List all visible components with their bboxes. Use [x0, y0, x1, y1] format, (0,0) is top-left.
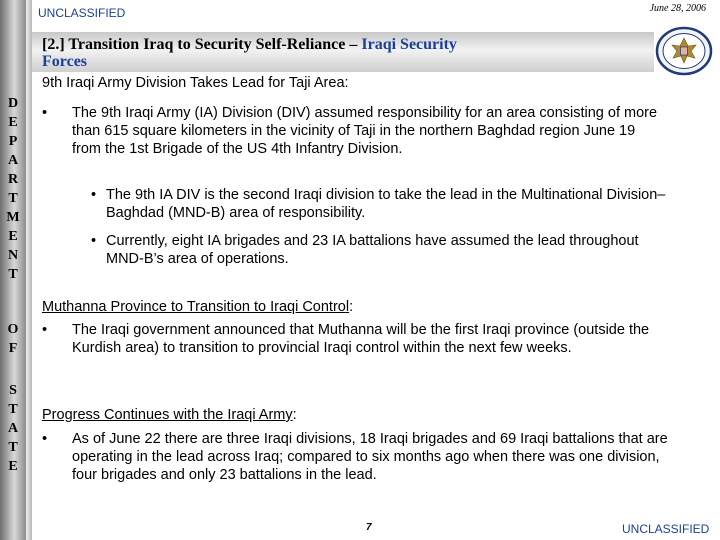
section-heading: [42, 74, 682, 92]
sidebar-letter: T: [8, 440, 18, 455]
title-text-highlight: Iraqi Security: [361, 36, 457, 53]
bullet-icon: •: [91, 187, 97, 203]
sidebar-letter: E: [8, 459, 18, 474]
sidebar-letter: S: [9, 383, 17, 398]
title-text-line2: Forces: [42, 53, 88, 70]
sidebar-letter: E: [8, 229, 18, 244]
bullet-text: As of June 22 there are three Iraqi divisions, 18 Iraqi brigades and 69 Iraqi battalions that are operating in the lead across Iraq; compared to six months ago when there was one division, four brigades and only 23 battalions in the lead.: [72, 431, 668, 483]
sidebar-letter: E: [8, 115, 18, 130]
sidebar-letter: P: [8, 134, 18, 149]
bottom-classification: UNCLASSIFIED: [622, 522, 710, 536]
sidebar-letter: A: [7, 153, 19, 168]
section-heading-text: Progress Continues with the Iraqi Army: [42, 407, 293, 423]
section-heading-text: 9th Iraqi Army Division Takes Lead for Taji Area: [42, 75, 345, 91]
sidebar-letter: T: [8, 191, 18, 206]
section-heading-colon: :: [344, 75, 349, 91]
section-heading-colon: :: [292, 407, 297, 423]
bullet-icon: •: [91, 233, 97, 249]
section-heading: [42, 298, 682, 316]
section-heading-text: Muthanna Province to Transition to Iraqi Control: [42, 299, 350, 315]
page-title: [42, 36, 642, 70]
bullet-text: The 9th Iraqi Army (IA) Division (DIV) assumed responsibility for an area consisting of more than 615 square kilometers in the vicinity of Taji in the northern Baghdad region June 19 from the 1st Brigade of the US 4th Infantry Division.: [72, 105, 658, 157]
sidebar-letter: T: [8, 267, 18, 282]
department-seal-icon: [655, 26, 713, 76]
bullet-text: Currently, eight IA brigades and 23 IA battalions have assumed the lead throughout MND-B’s area of operations.: [106, 233, 639, 267]
sidebar-letter: R: [7, 172, 19, 187]
sidebar-letter: D: [7, 96, 19, 111]
section-heading: [42, 406, 682, 424]
page-number: 7: [366, 522, 372, 533]
sidebar-letter: T: [8, 402, 18, 417]
section-heading-colon: :: [349, 299, 354, 315]
bullet-icon: •: [42, 431, 48, 447]
sidebar-letter: O: [7, 322, 19, 337]
left-decorative-bar-inner: [26, 0, 32, 540]
document-date: June 28, 2006: [649, 3, 706, 14]
sidebar-letter: N: [7, 248, 19, 263]
sidebar-letter: F: [8, 341, 18, 356]
bullet-icon: •: [42, 322, 48, 338]
bullet-icon: •: [42, 105, 48, 121]
title-text: [2.] Transition Iraq to Security Self-Reliance –: [42, 36, 362, 53]
sidebar-letter: M: [6, 210, 20, 225]
sidebar-letter: A: [7, 421, 19, 436]
bullet-text: The 9th IA DIV is the second Iraqi division to take the lead in the Multinational Division–Baghdad (MND-B) area of responsibility.: [106, 187, 666, 221]
top-classification: UNCLASSIFIED: [38, 6, 126, 20]
bullet-text: The Iraqi government announced that Muthanna will be the first Iraqi province (outside the Kurdish area) to transition to provincial Iraqi control within the next few weeks.: [72, 322, 650, 356]
